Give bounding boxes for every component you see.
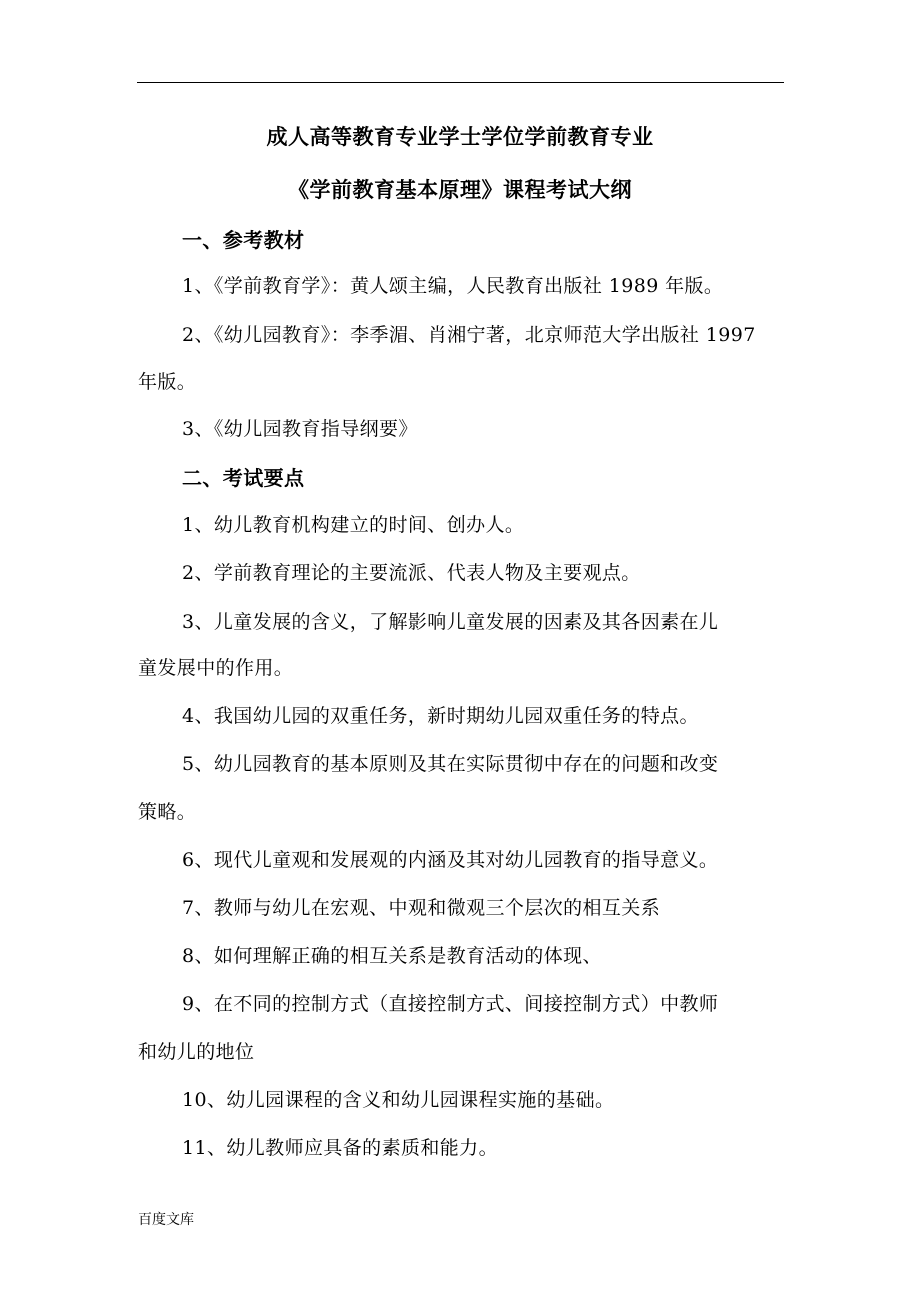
reference-item: 3、《幼儿园教育指导纲要》 <box>182 418 418 440</box>
exam-point: 7、教师与幼儿在宏观、中观和微观三个层次的相互关系 <box>182 897 661 919</box>
footer-source-label: 百度文库 <box>138 1212 194 1228</box>
exam-point: 6、现代儿童观和发展观的内涵及其对幼儿园教育的指导意义。 <box>182 849 719 871</box>
exam-point: 10、幼儿园课程的含义和幼儿园课程实施的基础。 <box>182 1089 615 1111</box>
exam-point: 5、幼儿园教育的基本原则及其在实际贯彻中存在的问题和改变 <box>182 753 719 775</box>
exam-point: 11、幼儿教师应具备的素质和能力。 <box>182 1137 498 1159</box>
exam-point: 4、我国幼儿园的双重任务，新时期幼儿园双重任务的特点。 <box>182 705 699 727</box>
exam-point-continuation: 童发展中的作用。 <box>138 657 294 679</box>
exam-point: 3、儿童发展的含义，了解影响儿童发展的因素及其各因素在儿 <box>182 611 719 633</box>
section-heading-exam-points: 二、考试要点 <box>182 466 305 490</box>
exam-point-continuation: 和幼儿的地位 <box>138 1041 255 1063</box>
exam-point: 2、学前教育理论的主要流派、代表人物及主要观点。 <box>182 562 641 584</box>
reference-item: 2、《幼儿园教育》：李季湄、肖湘宁著，北京师范大学出版社 1997 <box>182 324 756 346</box>
exam-point: 1、幼儿教育机构建立的时间、创办人。 <box>182 514 525 536</box>
header-rule <box>137 82 784 83</box>
section-heading-references: 一、参考教材 <box>182 228 305 252</box>
exam-point: 8、如何理解正确的相互关系是教育活动的体现、 <box>182 945 602 967</box>
exam-point-continuation: 策略。 <box>138 801 197 823</box>
reference-item-continuation: 年版。 <box>138 371 197 393</box>
document-subtitle: 《学前教育基本原理》课程考试大纲 <box>288 177 632 202</box>
exam-point: 9、在不同的控制方式（直接控制方式、间接控制方式）中教师 <box>182 993 719 1015</box>
document-title: 成人高等教育专业学士学位学前教育专业 <box>266 124 654 149</box>
reference-item: 1、《学前教育学》：黄人颂主编，人民教育出版社 1989 年版。 <box>182 275 724 297</box>
